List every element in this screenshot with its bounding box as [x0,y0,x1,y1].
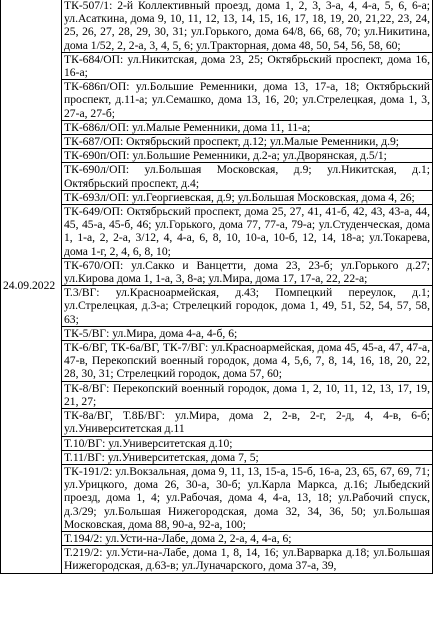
schedule-row [1,120,433,134]
address-entry: Т.11/ВГ: ул.Университетская, дома 7, 5; [62,450,433,464]
schedule-row [1,80,433,121]
address-entry: Т.219/2: ул.Усти-на-Лабе, дома 1, 8, 14, 16; ул.Варварка д.18; ул.Большая Нижегородская, д.63-в; ул.Луначарского, дома 37-а, 39, [62,546,433,573]
schedule-row [1,258,433,285]
schedule-row [1,464,433,531]
address-entry: ТК-6/ВГ, ТК-6а/ВГ, ТК-7/ВГ: ул.Красноармейская, дома 45, 45-а, 47, 47-а, 47-в, Перекопский военный городок, дома 4, 5,6, 7, 8, 14, 16, 18, 20, 22, 28, 30, 31; Стрелецкий городок, дома 57, 60; [62,341,433,382]
address-entry: Т.3/ВГ: ул.Красноармейская, д.43; Помпецкий переулок, д.1; ул.Стрелецкая, д.3-а; Стрелецкий городок, дома 1, 49, 51, 52, 54, 57, 58, 63; [62,286,433,327]
address-entry: ТК-649/ОП: Октябрьский проспект, дома 25, 27, 41, 41-б, 42, 43, 43-а, 44, 45, 45-а, 45-б, 46; ул.Горького, дома 77, 77-а, 79-а; ул.Студенческая, дома 1, 1-а, 2, 2-а, 3/12, 4, 4-а, 6, 8, 10, 10-а, 10-б, 12, 14, 18-а; ул.Токарева, дома 1-г, 2, 4, 6, 8, 10; [62,205,433,259]
address-entry: ТК-690п/ОП: ул.Большие Ременники, д.2-а; ул.Дворянская, д.5/1; [62,149,433,163]
address-entry: ТК-670/ОП: ул.Сакко и Ванцетти, дома 23, 23-б; ул.Горького д.27; ул.Кирова дома 1, 1-а, 3, 8-а; ул.Мира, дома 17, 17-а, 22, 22-а; [62,258,433,285]
schedule-row [1,190,433,204]
schedule-row [1,149,433,163]
schedule-row [1,409,433,436]
schedule-row [1,381,433,408]
address-entry: ТК-684/ОП: ул.Никитская, дома 23, 25; Октябрьский проспект, дома 16, 16-а; [62,52,433,79]
schedule-row [1,286,433,327]
address-entry: ТК-507/1: 2-й Коллективный проезд, дома 1, 2, 3, 3-а, 4, 4-а, 5, 6, 6-а; ул.Асаткина, дома 9, 10, 11, 12, 13, 14, 15, 16, 17, 18, 19, 20, 21,22, 23, 24, 25, 26, 27, 28, 29, 30, 31; ул.Горького, дома 64/8, 66, 68, 70; ул.Никитина, дома 1/52, 2, 2-а, 3, 4, 5, 6; ул.Тракторная, дома 48, 50, 54, 56, 58, 60; [62,0,433,52]
schedule-row [1,436,433,450]
schedule-row [1,0,433,52]
address-entry: ТК-686л/ОП: ул.Малые Ременники, дома 11, 11-а; [62,120,433,134]
address-entry: ТК-686п/ОП: ул.Большие Ременники, дома 13, 17-а, 18; Октябрьский проспект, д.11-а; ул.Семашко, дома 13, 16, 20; ул.Стрелецкая, дома 1, 3, 27-а, 27-б; [62,80,433,121]
schedule-row [1,450,433,464]
address-entry: Т.194/2: ул.Усти-на-Лабе, дома 2, 2-а, 4, 4-а, 6; [62,531,433,545]
address-entry: ТК-687/ОП: Октябрьский проспект, д.12; ул.Малые Ременники, д.9; [62,135,433,149]
schedule-row [1,205,433,259]
schedule-row [1,163,433,190]
address-entry: ТК-191/2: ул.Вокзальная, дома 9, 11, 13, 15-а, 15-б, 16-а, 23, 65, 67, 69, 71; ул.Урицкого, дома 26, 30-а, 30-б; ул.Карла Маркса, д.16; Лыбедский проезд, дома 1, 4; ул.Рабочая, дома 4, 4-а, 13, 18; ул.Рабочий спуск, д.3/29; ул.Большая Нижегородская, дома 32, 34, 36, 50; ул.Большая Московская, дома 88, 90-а, 92-а, 100; [62,464,433,531]
address-entry: ТК-8/ВГ: Перекопский военный городок, дома 1, 2, 10, 11, 12, 13, 17, 19, 21, 27; [62,381,433,408]
schedule-row [1,135,433,149]
schedule-row [1,341,433,382]
address-entry: ТК-8а/ВГ, Т.8Б/ВГ: ул.Мира, дома 2, 2-в, 2-г, 2-д, 4, 4-в, 6-б; ул.Университетская д.11 [62,409,433,436]
address-entry: ТК-690л/ОП: ул.Большая Московская, д.9; ул.Никитская, д.1; Октябрьский проспект, д.4; [62,163,433,190]
schedule-rows [1,0,433,573]
schedule-row [1,546,433,573]
address-entry: Т.10/ВГ: ул.Университетская д.10; [62,436,433,450]
schedule-row [1,52,433,79]
schedule-row [1,326,433,340]
schedule-row [1,531,433,545]
date-cell: 24.09.2022 [1,0,62,573]
address-entry: ТК-693л/ОП: ул.Георгиевская, д.9; ул.Большая Московская, дома 4, 26; [62,190,433,204]
address-entry: ТК-5/ВГ: ул.Мира, дома 4-а, 4-б, 6; [62,326,433,340]
